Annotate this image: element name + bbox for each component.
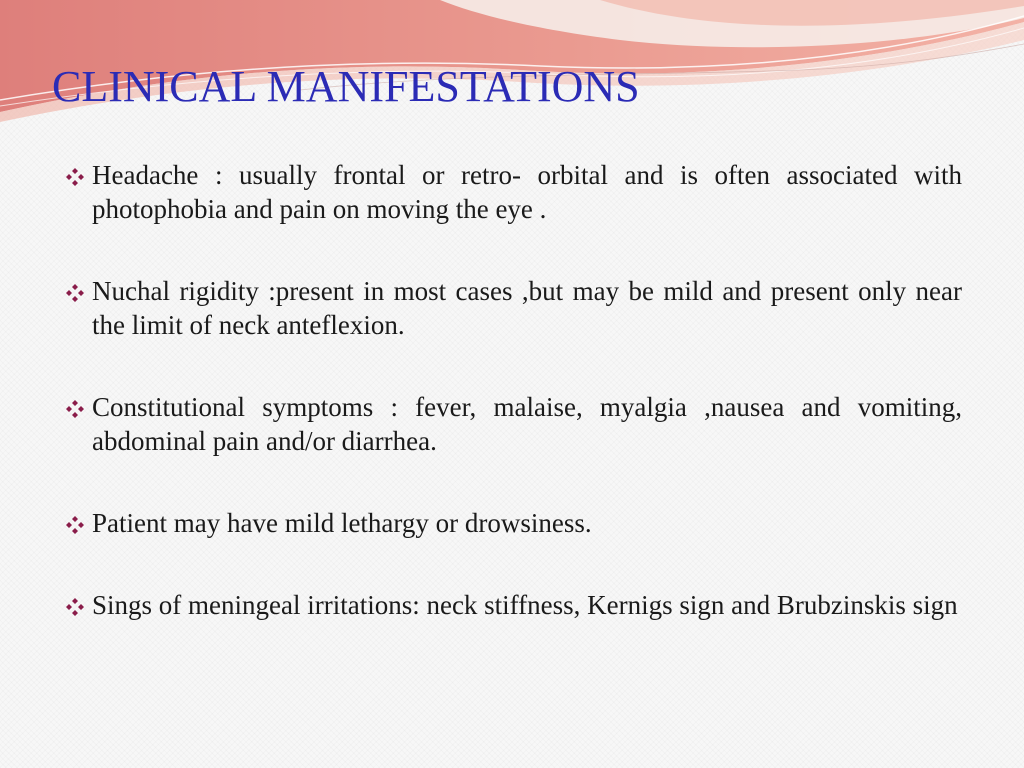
diamond-quad-bullet-icon bbox=[64, 398, 86, 420]
bullet-item bbox=[62, 506, 962, 540]
slide-title: CLINICAL MANIFESTATIONS bbox=[52, 62, 640, 111]
diamond-quad-bullet-icon bbox=[64, 166, 86, 188]
bullet-item bbox=[62, 158, 962, 226]
diamond-quad-bullet-icon bbox=[64, 282, 86, 304]
bullet-text: Patient may have mild lethargy or drowsiness. bbox=[92, 508, 592, 538]
bullet-item bbox=[62, 588, 962, 622]
bullet-item bbox=[62, 274, 962, 342]
bullet-text: Constitutional symptoms : fever, malaise, myalgia ,nausea and vomiting, abdominal pain and/or diarrhea. bbox=[92, 392, 962, 456]
bullet-text: Nuchal rigidity :present in most cases ,but may be mild and present only near the limit of neck anteflexion. bbox=[92, 276, 962, 340]
bullet-text: Sings of meningeal irritations: neck stiffness, Kernigs sign and Brubzinskis sign bbox=[92, 590, 958, 620]
diamond-quad-bullet-icon bbox=[64, 514, 86, 536]
bullet-item bbox=[62, 390, 962, 458]
bullet-list bbox=[62, 158, 962, 622]
diamond-quad-bullet-icon bbox=[64, 596, 86, 618]
bullet-text: Headache : usually frontal or retro- orbital and is often associated with photophobia and pain on moving the eye . bbox=[92, 160, 962, 224]
